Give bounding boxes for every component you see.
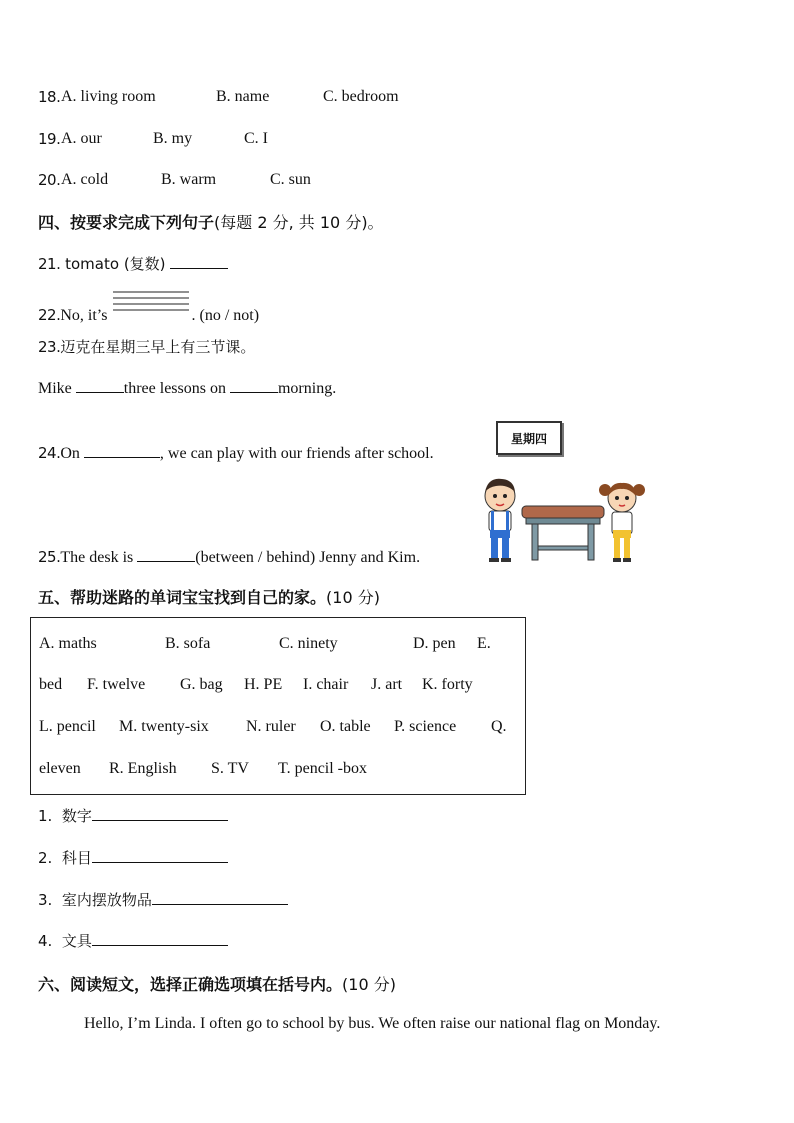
stacked-lines-icon	[111, 290, 191, 314]
word-item: H. PE	[244, 676, 283, 693]
option-c: C. bedroom	[323, 88, 399, 105]
category-number: 2.	[38, 849, 53, 867]
word-item: A. maths	[39, 635, 97, 652]
sentence-part: On	[60, 445, 84, 462]
word-item: bed	[39, 676, 63, 693]
section-score: (10 分)	[342, 975, 396, 994]
question-number: 18.	[38, 88, 61, 106]
question-23-sentence	[38, 378, 336, 399]
answer-blank[interactable]	[92, 806, 228, 821]
answer-blank[interactable]	[137, 547, 195, 562]
word-item: R. English	[109, 760, 177, 777]
word-item: L. pencil	[39, 718, 96, 735]
sentence-part: three lessons on	[123, 380, 230, 397]
question-text-after: . (no / not)	[191, 307, 260, 324]
section-title: 五、帮助迷路的单词宝宝找到自己的家。	[38, 588, 327, 607]
question-number: 23.	[38, 338, 61, 356]
question-number: 24.	[38, 444, 61, 462]
question-chinese: 迈克在星期三早上有三节课。	[60, 338, 256, 356]
word-item: M. twenty-six	[119, 718, 209, 735]
word-item: C. ninety	[279, 635, 338, 652]
category-1	[38, 806, 228, 826]
category-label: 科目	[61, 849, 92, 867]
option-b: B. my	[153, 130, 193, 147]
question-number: 25.	[38, 548, 61, 566]
word-box	[30, 617, 526, 795]
section-score: (每题 2 分, 共 10 分)。	[214, 213, 384, 232]
word-item: N. ruler	[246, 718, 296, 735]
boy-figure	[485, 479, 515, 562]
sentence-part: Mike	[38, 380, 76, 397]
section-score: (10 分)	[326, 588, 380, 607]
section-6-heading	[38, 972, 396, 995]
category-label: 文具	[61, 932, 92, 950]
question-25	[38, 547, 420, 568]
sentence-part: (between / behind) Jenny and Kim.	[195, 549, 421, 566]
option-b: B. name	[216, 88, 270, 105]
word-item: K. forty	[422, 676, 473, 693]
category-3	[38, 890, 288, 910]
word-item: T. pencil -box	[278, 760, 368, 777]
option-a: A. our	[61, 130, 102, 147]
question-text: tomato (复数)	[60, 255, 166, 273]
weekday-badge: 星期四	[496, 421, 562, 455]
reading-passage: Hello, I’m Linda. I often go to school by bus. We often raise our national flag on Monday.	[84, 1015, 661, 1032]
answer-blank[interactable]	[230, 378, 278, 393]
word-item: O. table	[320, 718, 371, 735]
word-item: E.	[477, 635, 491, 652]
desk-figure	[522, 506, 604, 560]
question-number: 20.	[38, 171, 61, 189]
word-item: B. sofa	[165, 635, 211, 652]
question-text-before: No, it’s	[60, 307, 108, 324]
question-number: 21.	[38, 255, 61, 273]
question-number: 22.	[38, 306, 61, 324]
word-item: Q.	[491, 718, 507, 735]
question-18	[38, 87, 458, 108]
answer-blank[interactable]	[92, 848, 228, 863]
question-22	[38, 300, 259, 326]
section-title: 四、按要求完成下列句子	[38, 213, 215, 232]
option-a: A. cold	[61, 171, 109, 188]
category-label: 数字	[61, 807, 92, 825]
kids-and-desk-illustration	[474, 474, 654, 564]
question-21	[38, 254, 228, 275]
option-b: B. warm	[161, 171, 217, 188]
answer-blank[interactable]	[152, 890, 288, 905]
girl-figure	[599, 483, 645, 562]
word-item: I. chair	[303, 676, 349, 693]
option-a: A. living room	[61, 88, 156, 105]
question-20	[38, 170, 458, 191]
answer-blank[interactable]	[170, 254, 228, 269]
answer-blank[interactable]	[84, 443, 160, 458]
word-item: G. bag	[180, 676, 223, 693]
category-4	[38, 931, 228, 951]
word-item: F. twelve	[87, 676, 146, 693]
word-item: D. pen	[413, 635, 456, 652]
answer-lines[interactable]	[111, 300, 191, 320]
option-c: C. sun	[270, 171, 311, 188]
category-number: 3.	[38, 891, 53, 909]
question-number: 19.	[38, 130, 61, 148]
sentence-part: morning.	[277, 380, 337, 397]
word-item: eleven	[39, 760, 81, 777]
section-title: 六、阅读短文，选择正确选项填在括号内。	[38, 975, 343, 994]
question-19	[38, 129, 458, 150]
word-item: S. TV	[211, 760, 249, 777]
question-23-prompt	[38, 337, 255, 358]
option-c: C. I	[244, 130, 268, 147]
word-item: P. science	[394, 718, 457, 735]
section-5-heading	[38, 585, 380, 608]
word-item: J. art	[371, 676, 403, 693]
answer-blank[interactable]	[76, 378, 124, 393]
category-number: 4.	[38, 932, 53, 950]
section-4-heading	[38, 210, 384, 233]
category-number: 1.	[38, 807, 53, 825]
category-2	[38, 848, 228, 868]
sentence-part: The desk is	[60, 549, 138, 566]
answer-blank[interactable]	[92, 931, 228, 946]
category-label: 室内摆放物品	[61, 891, 152, 909]
sentence-part: , we can play with our friends after school.	[159, 445, 434, 462]
question-24	[38, 443, 434, 464]
